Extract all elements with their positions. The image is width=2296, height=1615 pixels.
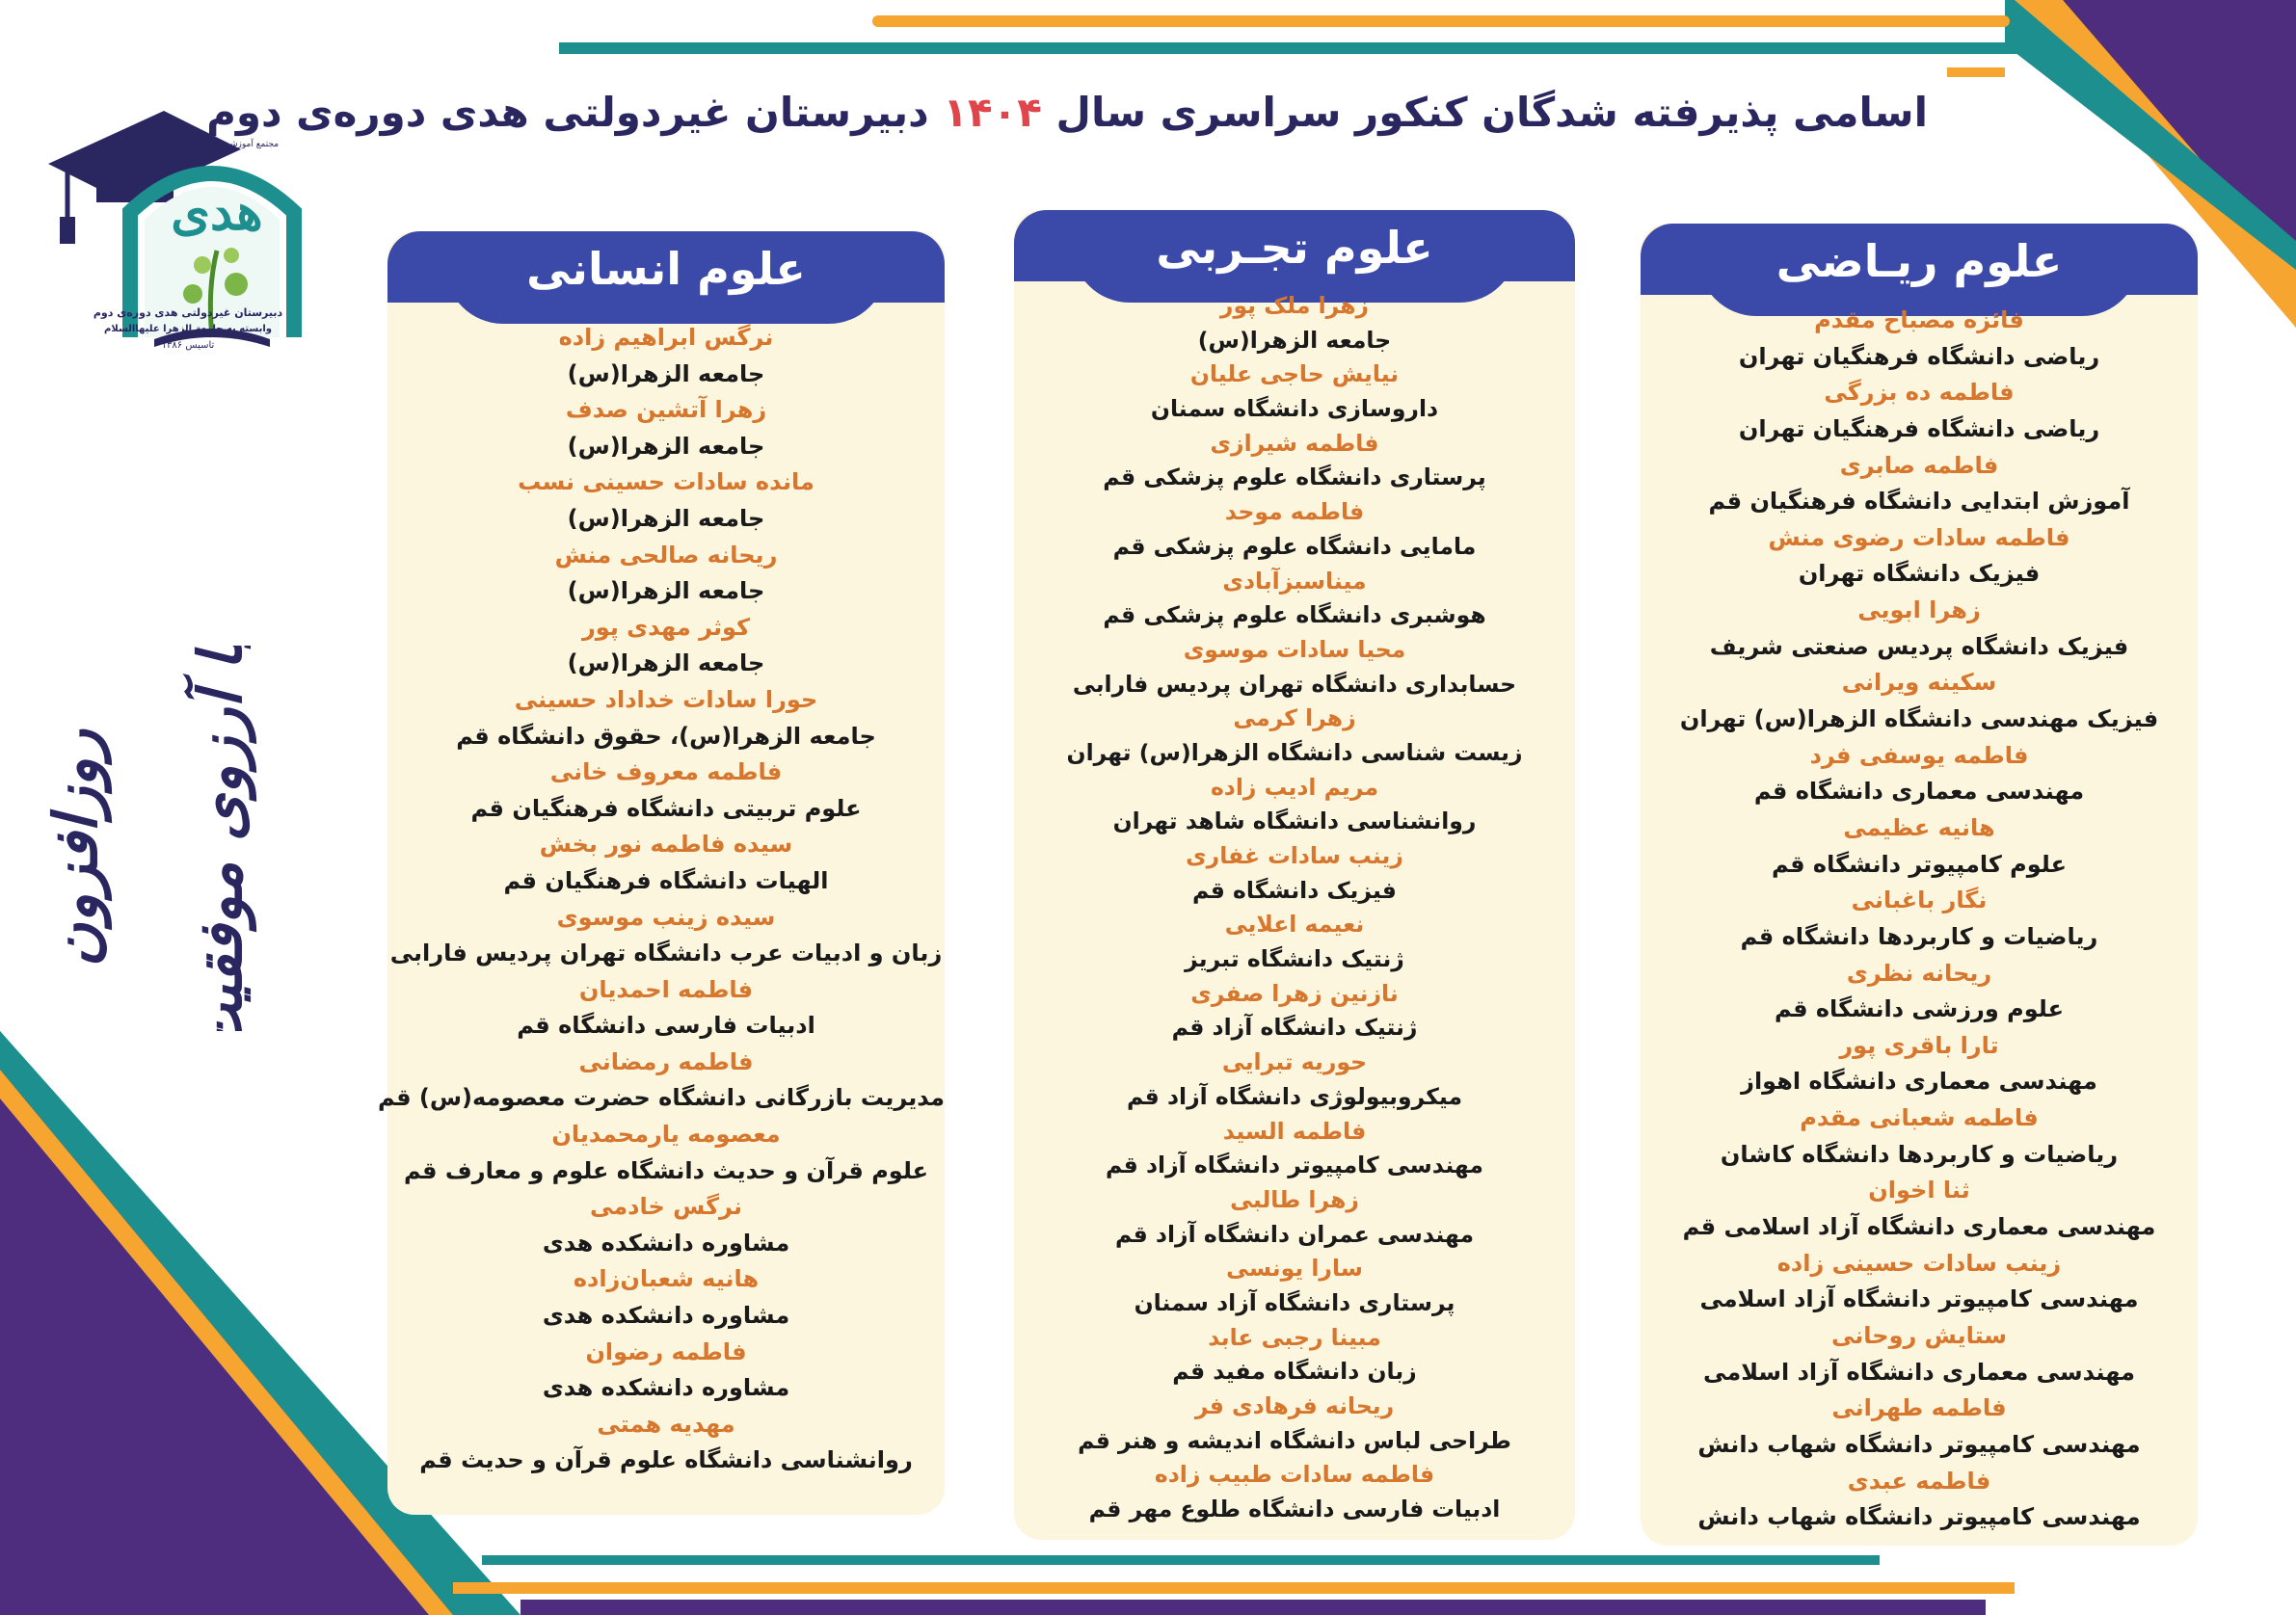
student-name: ریحانه فرهادی فر xyxy=(1194,1392,1395,1419)
admission-university: ادبیات فارسی دانشگاه طلوع مهر قم xyxy=(1088,1496,1501,1523)
bottom-orange-stripe xyxy=(453,1582,2015,1594)
bottom-teal-stripe xyxy=(482,1555,1880,1565)
column-math xyxy=(1641,224,2198,1546)
column-math-title: علوم ریـاضی xyxy=(1775,235,2063,287)
admission-university: علوم تربیتی دانشگاه فرهنگیان قم xyxy=(470,794,862,822)
list-item xyxy=(1641,1173,2198,1245)
admission-university: ریاضیات و کاربردها دانشگاه کاشان xyxy=(1720,1140,2119,1168)
student-name: فاطمه یوسفی فرد xyxy=(1809,741,2029,769)
list-item xyxy=(1014,289,1575,357)
admission-university: روانشناسی دانشگاه شاهد تهران xyxy=(1112,808,1477,835)
admission-university: پرستاری دانشگاه علوم پزشکی قم xyxy=(1103,463,1486,491)
list-item xyxy=(387,1117,945,1189)
top-right-orange-short xyxy=(1947,67,2005,77)
list-item xyxy=(1641,1318,2198,1390)
list-item xyxy=(1641,1464,2198,1536)
admission-university: پرستاری دانشگاه آزاد سمنان xyxy=(1134,1288,1455,1316)
student-name: زهرا آتشین صدف xyxy=(565,396,767,424)
list-item xyxy=(387,972,945,1045)
student-name: مانده سادات حسینی نسب xyxy=(518,468,814,496)
list-item xyxy=(1014,357,1575,426)
student-name: فاطمه رضوان xyxy=(585,1337,747,1365)
admission-university: هوشبری دانشگاه علوم پزشکی قم xyxy=(1103,601,1486,629)
student-name: میناسبزآبادی xyxy=(1222,567,1367,595)
list-item xyxy=(1014,771,1575,839)
title-prefix: اسامی پذیرفته شدگان کنکور سراسری سال xyxy=(1055,89,1928,136)
list-item xyxy=(1014,1046,1575,1114)
admission-university: جامعه الزهرا(س) xyxy=(1197,326,1392,354)
student-name: زهرا ملک پور xyxy=(1219,292,1370,319)
list-item xyxy=(387,1407,945,1479)
admission-university: مهندسی عمران دانشگاه آزاد قم xyxy=(1114,1220,1475,1248)
admission-university: جامعه الزهرا(س) xyxy=(567,649,765,677)
list-item xyxy=(1641,665,2198,737)
list-item xyxy=(387,320,945,392)
student-name: فاطمه رمضانی xyxy=(578,1047,754,1075)
student-name: نرگس ابراهیم زاده xyxy=(558,324,774,351)
column-experimental-header xyxy=(1014,210,1575,281)
column-humanities-title: علوم انسانی xyxy=(526,243,806,295)
list-item xyxy=(1641,956,2198,1028)
column-math-list xyxy=(1641,303,2198,1536)
logo-line3: تاسیس ۱۳۸۶ xyxy=(161,340,215,351)
admission-university: فیزیک مهندسی دانشگاه الزهرا(س) تهران xyxy=(1679,705,2159,733)
admission-university: مهندسی معماری دانشگاه آزاد اسلامی قم xyxy=(1682,1213,2156,1241)
list-item xyxy=(387,900,945,972)
list-item xyxy=(1014,702,1575,770)
bottom-purple-stripe xyxy=(521,1600,1986,1615)
admission-university: ریاضی دانشگاه فرهنگیان تهران xyxy=(1738,414,2100,442)
list-item xyxy=(1014,908,1575,976)
list-item xyxy=(1014,1115,1575,1183)
student-name: ریحانه صالحی منش xyxy=(554,541,778,569)
admission-university: مشاوره دانشکده هدی xyxy=(542,1229,790,1257)
admission-university: علوم کامپیوتر دانشگاه قم xyxy=(1772,850,2067,878)
list-item xyxy=(1641,738,2198,810)
student-name: زهرا طالبی xyxy=(1230,1185,1359,1213)
list-item xyxy=(387,464,945,537)
admission-university: زبان و ادبیات عرب دانشگاه تهران پردیس فارابی xyxy=(389,940,943,967)
student-name: فاطمه طهرانی xyxy=(1831,1394,2007,1422)
list-item xyxy=(1014,565,1575,633)
slogan-line1: با آرزوی موفقیت xyxy=(185,646,255,1031)
admission-university: علوم قرآن و حدیث دانشگاه علوم و معارف قم xyxy=(403,1156,929,1184)
list-item xyxy=(1014,977,1575,1046)
admission-university: مهندسی معماری دانشگاه آزاد اسلامی xyxy=(1703,1358,2135,1386)
admission-university: حسابداری دانشگاه تهران پردیس فارابی xyxy=(1072,670,1517,698)
admission-university: ژنتیک دانشگاه آزاد قم xyxy=(1171,1014,1418,1042)
logo-arc-text: مجتمع آموزشی پرورشی غیردولتی xyxy=(154,140,280,149)
student-name: زینب سادات حسینی زاده xyxy=(1776,1249,2062,1277)
student-name: فاطمه سادات رضوی منش xyxy=(1768,523,2070,551)
admission-university: مدیریت بازرگانی دانشگاه حضرت معصومه(س) قم xyxy=(378,1084,945,1112)
student-name: فاطمه شعبانی مقدم xyxy=(1800,1104,2039,1132)
admission-university: زبان دانشگاه مفید قم xyxy=(1172,1358,1417,1386)
admission-university: مهندسی کامپیوتر دانشگاه شهاب دانش xyxy=(1697,1503,2141,1531)
student-name: فاطمه معروف خانی xyxy=(549,758,783,786)
list-item xyxy=(387,1189,945,1261)
list-item xyxy=(1641,1100,2198,1173)
admission-university: فیزیک دانشگاه پردیس صنعتی شریف xyxy=(1709,632,2129,660)
student-name: محیا سادات موسوی xyxy=(1183,635,1406,663)
list-item xyxy=(1014,1321,1575,1390)
title-suffix: دبیرستان غیردولتی هدی دوره‌ی دوم xyxy=(206,89,929,136)
list-item xyxy=(1641,375,2198,447)
list-item xyxy=(1641,1028,2198,1100)
admission-university: طراحی لباس دانشگاه اندیشه و هنر قم xyxy=(1078,1426,1511,1454)
list-item xyxy=(387,827,945,899)
admission-university: مهندسی کامپیوتر دانشگاه شهاب دانش xyxy=(1697,1430,2141,1458)
admission-university: ادبیات فارسی دانشگاه قم xyxy=(517,1012,815,1040)
admission-university: علوم ورزشی دانشگاه قم xyxy=(1775,995,2064,1023)
admission-university: جامعه الزهرا(س) xyxy=(567,432,765,460)
admission-university: مشاوره دانشکده هدی xyxy=(542,1302,790,1330)
admission-university: مشاوره دانشکده هدی xyxy=(542,1374,790,1402)
admission-university: مهندسی معماری دانشگاه قم xyxy=(1753,778,2085,806)
student-name: فاطمه السید xyxy=(1222,1117,1367,1145)
list-item xyxy=(387,682,945,755)
top-orange-stripe xyxy=(872,15,2010,27)
top-teal-stripe xyxy=(559,42,2024,54)
student-name: مهدیه همتی xyxy=(597,1410,735,1438)
admission-university: مهندسی معماری دانشگاه اهواز xyxy=(1741,1068,2097,1096)
column-experimental-list xyxy=(1014,289,1575,1527)
list-item xyxy=(387,610,945,682)
student-name: نرگس خادمی xyxy=(590,1193,742,1221)
student-name: فاطمه عبدی xyxy=(1847,1467,1991,1495)
list-item xyxy=(387,755,945,827)
student-name: نازنین زهرا صفری xyxy=(1190,979,1399,1007)
student-name: حوریه تبرایی xyxy=(1221,1048,1368,1076)
student-name: نعیمه اعلایی xyxy=(1224,911,1365,939)
admission-university: ریاضیات و کاربردها دانشگاه قم xyxy=(1740,922,2098,950)
student-name: معصومه یارمحمدیان xyxy=(551,1121,781,1149)
page-title xyxy=(206,89,1928,136)
list-item xyxy=(1641,448,2198,520)
admission-university: داروسازی دانشگاه سمنان xyxy=(1150,395,1439,423)
admission-university: جامعه الزهرا(س) xyxy=(567,504,765,532)
column-math-header xyxy=(1641,224,2198,295)
admission-university: جامعه الزهرا(س) xyxy=(567,359,765,387)
student-name: هانیه عظیمی xyxy=(1843,813,1995,841)
column-experimental-title: علوم تجـربی xyxy=(1156,222,1433,274)
student-name: سیده زینب موسوی xyxy=(556,903,776,931)
student-name: سکینه ویرانی xyxy=(1841,669,1997,697)
student-name: سارا یونسی xyxy=(1226,1255,1363,1283)
column-humanities xyxy=(378,231,945,1515)
list-item xyxy=(1014,495,1575,564)
logo-line2: وابسته به جامعة الزهرا علیهاالسلام xyxy=(104,324,272,334)
admission-university: مهندسی کامپیوتر دانشگاه آزاد قم xyxy=(1106,1152,1483,1179)
list-item xyxy=(378,1045,945,1117)
list-item xyxy=(1641,883,2198,955)
student-name: مریم ادیب زاده xyxy=(1210,773,1379,801)
slogan xyxy=(19,646,424,1031)
logo-line1: دبیرستان غیردولتی هدی دوره‌ی دوم xyxy=(93,306,283,319)
column-experimental xyxy=(1014,210,1575,1540)
admission-university: مهندسی کامپیوتر دانشگاه آزاد اسلامی xyxy=(1699,1285,2139,1313)
list-item xyxy=(1014,633,1575,702)
student-name: ریحانه نظری xyxy=(1846,959,1992,987)
list-item xyxy=(1641,520,2198,593)
student-name: فاطمه شیرازی xyxy=(1210,429,1379,457)
list-item xyxy=(1014,1390,1575,1458)
student-name: فاطمه ده بزرگی xyxy=(1824,379,2015,407)
admission-university: جامعه الزهرا(س) xyxy=(567,577,765,605)
student-name: حورا سادات خداداد حسینی xyxy=(514,685,818,713)
list-item xyxy=(1014,427,1575,495)
list-item xyxy=(387,392,945,464)
list-item xyxy=(387,1261,945,1334)
student-name: فائزه مصباح مقدم xyxy=(1814,306,2024,333)
list-item xyxy=(387,1335,945,1407)
student-name: فاطمه احمدیان xyxy=(578,975,754,1003)
admission-university: مامایی دانشگاه علوم پزشکی قم xyxy=(1112,532,1477,560)
admission-university: جامعه الزهرا(س)، حقوق دانشگاه قم xyxy=(456,722,876,750)
admission-university: فیزیک دانشگاه تهران xyxy=(1798,560,2041,588)
column-humanities-list xyxy=(378,320,945,1479)
admission-university: زیست شناسی دانشگاه الزهرا(س) تهران xyxy=(1066,738,1523,766)
student-name: نگار باغبانی xyxy=(1851,887,1988,914)
list-item xyxy=(1641,810,2198,883)
list-item xyxy=(1014,839,1575,908)
list-item xyxy=(387,538,945,610)
slogan-line2: روزافزون xyxy=(40,728,111,967)
student-name: مبینا رجبی عابد xyxy=(1208,1323,1381,1351)
student-name: ثنا اخوان xyxy=(1868,1177,1970,1205)
student-name: ستایش روحانی xyxy=(1830,1321,2008,1349)
student-name: سیده فاطمه نور بخش xyxy=(539,831,793,859)
student-name: زهرا ابویی xyxy=(1857,596,1981,624)
admission-university: آموزش ابتدایی دانشگاه فرهنگیان قم xyxy=(1708,488,2130,516)
list-item xyxy=(1641,1390,2198,1463)
logo-wordmark: هدی xyxy=(171,183,263,242)
admission-university: ریاضی دانشگاه فرهنگیان تهران xyxy=(1738,342,2100,370)
student-name: کوثر مهدی پور xyxy=(581,613,751,641)
column-humanities-header xyxy=(387,231,945,303)
student-name: تارا باقری پور xyxy=(1839,1031,1999,1059)
student-name: زینب سادات غفاری xyxy=(1186,842,1403,869)
student-name: فاطمه موحد xyxy=(1224,498,1365,526)
list-item xyxy=(1641,593,2198,665)
list-item xyxy=(1014,1458,1575,1526)
list-item xyxy=(1014,1183,1575,1252)
list-item xyxy=(1641,303,2198,375)
admission-university: ژنتیک دانشگاه تبریز xyxy=(1185,945,1404,973)
student-name: فاطمه صابری xyxy=(1839,451,1999,479)
admission-university: فیزیک دانشگاه قم xyxy=(1192,876,1397,904)
student-name: زهرا کرمی xyxy=(1233,704,1356,732)
admission-university: روانشناسی دانشگاه علوم قرآن و حدیث قم xyxy=(419,1446,913,1474)
list-item xyxy=(1014,1252,1575,1320)
admission-university: میکروبیولوژی دانشگاه آزاد قم xyxy=(1126,1082,1463,1110)
student-name: هانیه شعبان‌زاده xyxy=(573,1265,760,1293)
admission-university: الهیات دانشگاه فرهنگیان قم xyxy=(503,866,829,894)
list-item xyxy=(1641,1246,2198,1318)
title-year: ۱۴۰۴ xyxy=(943,89,1042,136)
student-name: فاطمه سادات طبیب زاده xyxy=(1154,1461,1435,1489)
student-name: نیایش حاجی علیان xyxy=(1189,360,1400,388)
